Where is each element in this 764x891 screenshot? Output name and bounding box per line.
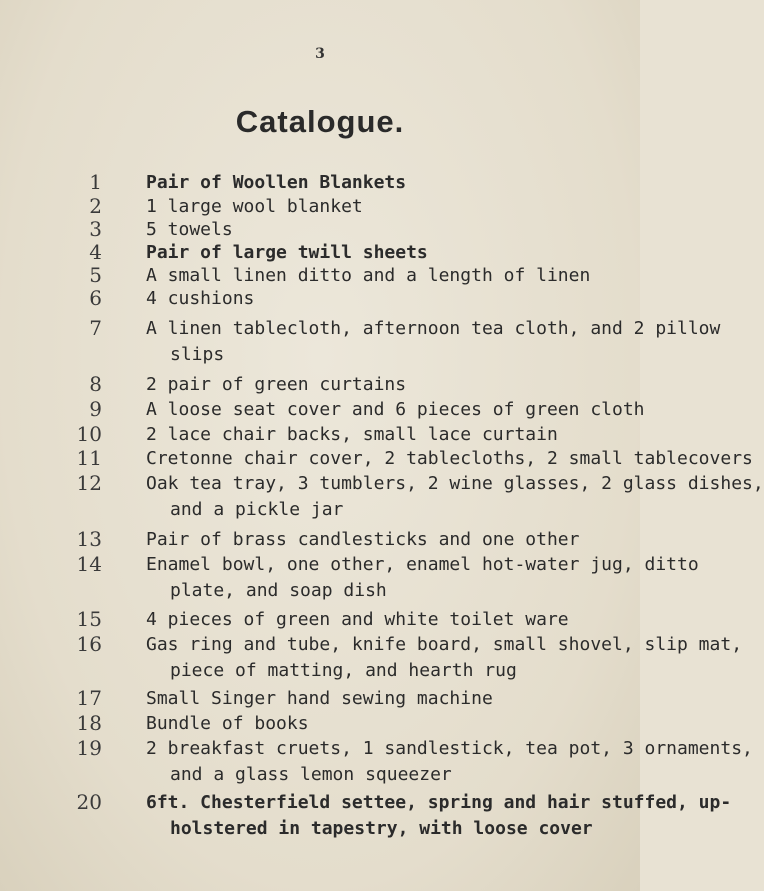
- lot-number: 2: [89, 194, 102, 218]
- lot-number: 13: [76, 527, 102, 551]
- lot-number: 19: [76, 736, 102, 760]
- lot-number: 6: [89, 286, 102, 310]
- lot-description: Small Singer hand sewing machine: [146, 688, 493, 709]
- lot-description: A linen tablecloth, afternoon tea cloth, and 2 pillow slips: [146, 318, 721, 365]
- lot-description: A loose seat cover and 6 pieces of green cloth: [146, 399, 645, 420]
- lot-description: Pair of large twill sheets: [146, 242, 428, 263]
- lot-number: 20: [76, 790, 102, 814]
- lot-description: 2 breakfast cruets, 1 sandlestick, tea pot, 3 ornaments, and a glass lemon squeezer: [146, 738, 753, 785]
- lot-number: 9: [89, 397, 102, 421]
- lot-description: A small linen ditto and a length of linen: [146, 265, 591, 286]
- lot-description: 6ft. Chesterfield settee, spring and hair stuffed, up- holstered in tapestry, with loose cover: [146, 792, 732, 839]
- lot-description: 5 towels: [146, 219, 233, 240]
- lot-description: 4 cushions: [146, 288, 255, 309]
- lot-number: 5: [89, 263, 102, 287]
- lot-number: 12: [76, 471, 102, 495]
- page-number: 3: [315, 46, 325, 62]
- lot-number: 7: [89, 316, 102, 340]
- lot-description: Oak tea tray, 3 tumblers, 2 wine glasses, 2 glass dishes, and a pickle jar: [146, 473, 764, 520]
- lot-number: 1: [89, 170, 102, 194]
- lot-description: Bundle of books: [146, 713, 309, 734]
- lot-description: Enamel bowl, one other, enamel hot-water jug, ditto plate, and soap dish: [146, 554, 699, 601]
- lot-description: 4 pieces of green and white toilet ware: [146, 609, 569, 630]
- lot-number: 8: [89, 372, 102, 396]
- lot-number: 15: [76, 607, 102, 631]
- lot-number: 18: [76, 711, 102, 735]
- lot-number: 10: [76, 422, 102, 446]
- lot-description: Gas ring and tube, knife board, small shovel, slip mat, piece of matting, and hearth rug: [146, 634, 743, 681]
- lot-number: 16: [76, 632, 102, 656]
- lot-description: Pair of brass candlesticks and one other: [146, 529, 580, 550]
- lot-number: 14: [76, 552, 102, 576]
- lot-description: 1 large wool blanket: [146, 196, 363, 217]
- lot-description: 2 lace chair backs, small lace curtain: [146, 424, 558, 445]
- lot-number: 17: [76, 686, 102, 710]
- lot-number: 4: [89, 240, 102, 264]
- lot-number: 11: [76, 446, 102, 470]
- lot-number: 3: [89, 217, 102, 241]
- lot-description: 2 pair of green curtains: [146, 374, 407, 395]
- lot-description: Cretonne chair cover, 2 tablecloths, 2 small tablecovers: [146, 448, 753, 469]
- page-title: Catalogue.: [235, 104, 405, 139]
- lot-description: Pair of Woollen Blankets: [146, 172, 407, 193]
